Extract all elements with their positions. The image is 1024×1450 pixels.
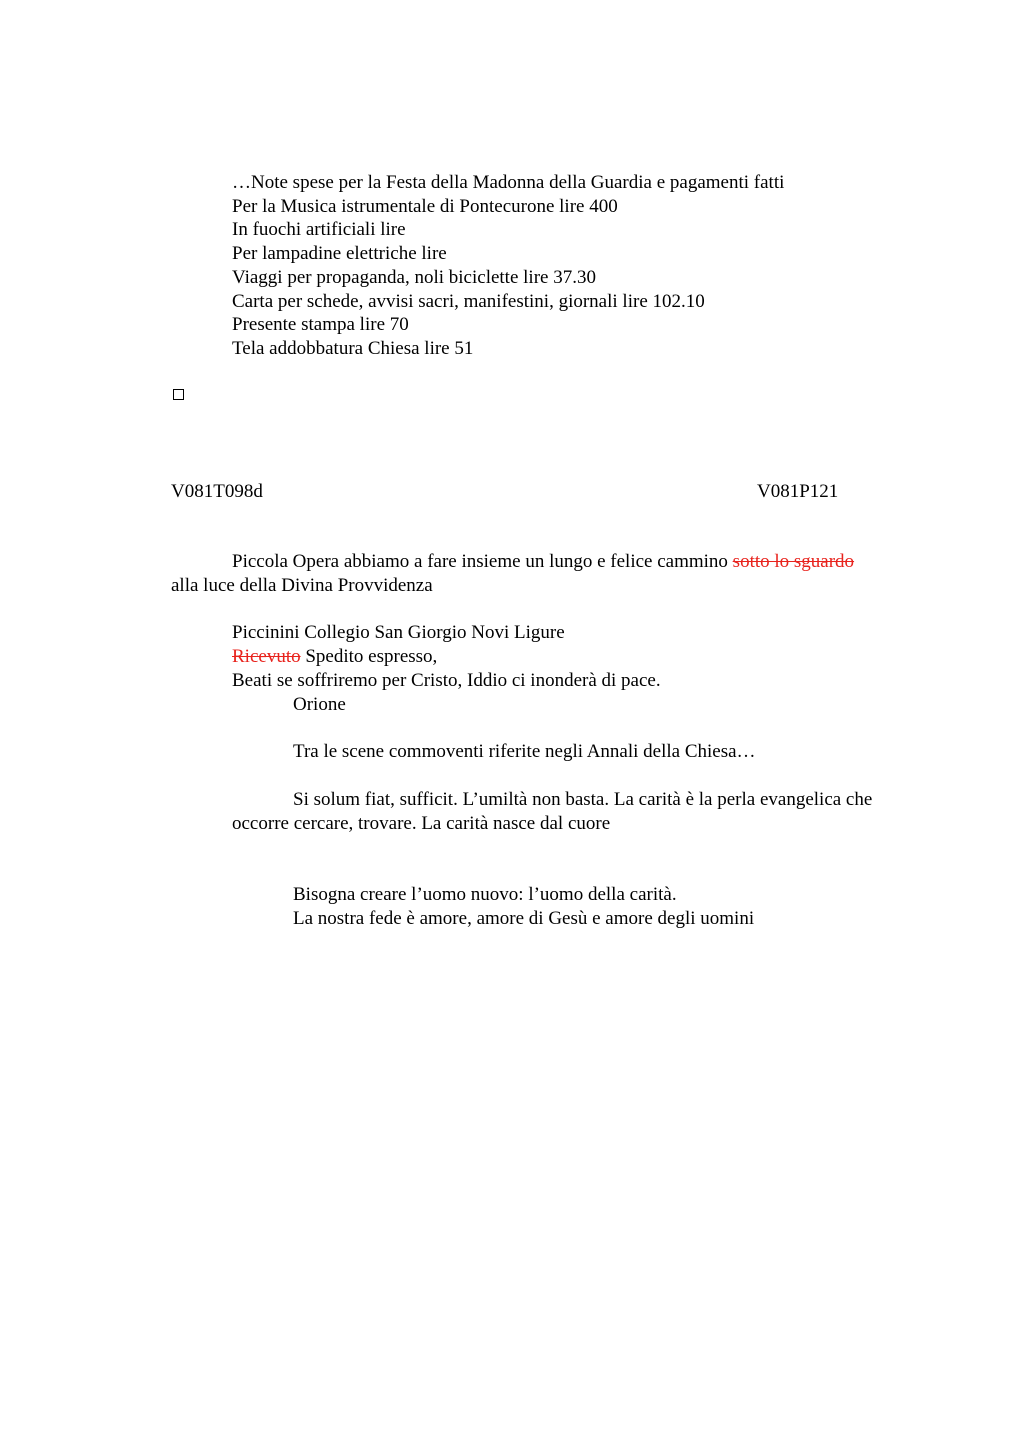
paragraph2-line1: Si solum fiat, sufficit. L’umiltà non basta. La carità è la perla evangelica che [293,789,873,810]
checkbox-glyph [173,389,184,400]
paragraph1-text: Piccola Opera abbiamo a fare insieme un lungo e felice cammino [232,551,733,572]
paragraph1-continuation: alla luce della Divina Provvidenza [171,575,433,596]
paragraph2-line2: occorre cercare, trovare. La carità nasce dal cuore [232,813,611,834]
deleted-text: Ricevuto [232,646,301,667]
expense-item: Tela addobbatura Chiesa lire 51 [232,338,474,359]
expenses-heading: …Note spese per la Festa della Madonna della Guardia e pagamenti fatti [232,172,785,193]
closing-line1: Bisogna creare l’uomo nuovo: l’uomo della carità. [293,884,677,905]
address-line2-text: Spedito espresso, [300,646,438,667]
quote-line: Tra le scene commoventi riferite negli Annali della Chiesa… [293,741,756,762]
paragraph1-line1 [232,550,854,574]
code-left: V081T098d [171,481,263,502]
expense-item: Per lampadine elettriche lire [232,243,447,264]
signature: Orione [293,694,346,715]
expense-item: In fuochi artificiali lire [232,219,406,240]
expense-item: Per la Musica istrumentale di Pontecurone lire 400 [232,196,618,217]
expense-item: Viaggi per propaganda, noli biciclette lire 37.30 [232,267,596,288]
address-line3: Beati se soffriremo per Cristo, Iddio ci inonderà di pace. [232,670,661,691]
deleted-text: sotto lo sguardo [732,551,855,572]
code-right: V081P121 [757,481,839,502]
closing-line2: La nostra fede è amore, amore di Gesù e amore degli uomini [293,908,755,929]
address-line: Piccinini Collegio San Giorgio Novi Ligure [232,622,565,643]
address-line2 [232,645,437,669]
expense-item: Carta per schede, avvisi sacri, manifestini, giornali lire 102.10 [232,291,705,312]
expense-item: Presente stampa lire 70 [232,314,409,335]
